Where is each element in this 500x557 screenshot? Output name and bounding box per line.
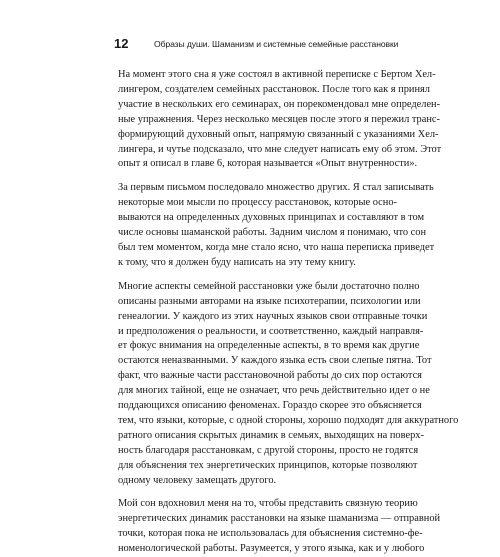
paragraph — [118, 68, 442, 172]
text-line: опыт я описал в главе 6, которая называется «Опыт внутренности». — [118, 158, 418, 170]
paragraph — [118, 181, 435, 270]
page-number: 12 — [114, 36, 129, 51]
text-line: вываются на определенных духовных принципах и составляют в том — [118, 212, 425, 224]
text-line: некоторые мои мысли по процессу расстановок, которые осно- — [118, 197, 397, 209]
text-line: ные упражнения. Через несколько месяцев после этого я пережил транс- — [118, 113, 440, 125]
paragraph — [118, 497, 441, 557]
text-line: ность благодаря расстановкам, с другой стороны, просто не годятся — [118, 444, 419, 456]
text-line: За первым письмом последовало множество других. Я стал записывать — [118, 182, 434, 194]
text-line: номенологической работы. Разумеется, у этого языка, как и у любого — [118, 543, 425, 555]
text-line: тем, что языки, которые, с одной стороны, хорошо подходят для аккуратного — [118, 414, 459, 426]
paragraph — [118, 280, 459, 489]
text-line: описаны разными авторами на языке психотерапии, психологии или — [118, 295, 421, 307]
text-line: и предположения о реальности, и соответственно, каждый направля- — [118, 325, 424, 337]
text-line: лингером, создателем семейных расстановок. После того как я принял — [118, 83, 430, 95]
text-line: ратного описания скрытых динамик в семьях, выходящих на поверх- — [118, 429, 424, 441]
text-line: точки, которая пока не использовалась для объяснения системно-фе- — [118, 528, 423, 540]
text-line: поддающихся описанию феноменах. Гораздо скорее это объясняется — [118, 400, 422, 412]
text-line: На момент этого сна я уже состоял в активной переписке с Бертом Хел- — [118, 69, 436, 80]
text-line: был тем моментом, когда мне стало ясно, что наша переписка приведет — [118, 241, 435, 253]
text-line: формирующий духовный опыт, напрямую связанный с указаниями Хел- — [118, 128, 439, 140]
text-line: одному человеку замещать другого. — [118, 474, 277, 486]
text-line: к тому, что я должен буду написать на эту тему книгу. — [118, 256, 356, 268]
text-line: числе основы шаманской работы. Задним числом я понимаю, что сон — [118, 227, 427, 239]
page-header — [114, 36, 399, 52]
running-title: Образы души. Шаманизм и системные семейные расстановки — [154, 39, 399, 49]
text-line: факт, что важные части расстановочной работы до сих пор остаются — [118, 370, 422, 382]
body-text — [118, 68, 459, 557]
text-line: генеалогии. У каждого из этих научных языков свои отправные точки — [118, 310, 428, 322]
text-line: лингера, и чутье подсказало, что мне следует написать ему об этом. Этот — [118, 143, 442, 155]
text-line: Многие аспекты семейной расстановки уже были достаточно полно — [118, 280, 420, 292]
text-line: участие в нескольких его семинарах, он порекомендовал мне определен- — [118, 98, 441, 110]
text-line: для многих тайной, еще не означает, что речь действительно идет о не — [118, 385, 430, 397]
text-line: Мой сон вдохновил меня на то, чтобы представить связную теорию — [118, 498, 418, 510]
text-line: для объяснения тех энергетических принципов, которые позволяют — [118, 459, 418, 471]
text-line: энергетических динамик расстановки на языке шаманизма — отправной — [118, 513, 441, 525]
text-line: остаются неназванными. У каждого языка есть свои слепые пятна. Тот — [118, 355, 432, 367]
text-line: ет фокус внимания на определенные аспекты, в то время как другие — [118, 340, 420, 352]
